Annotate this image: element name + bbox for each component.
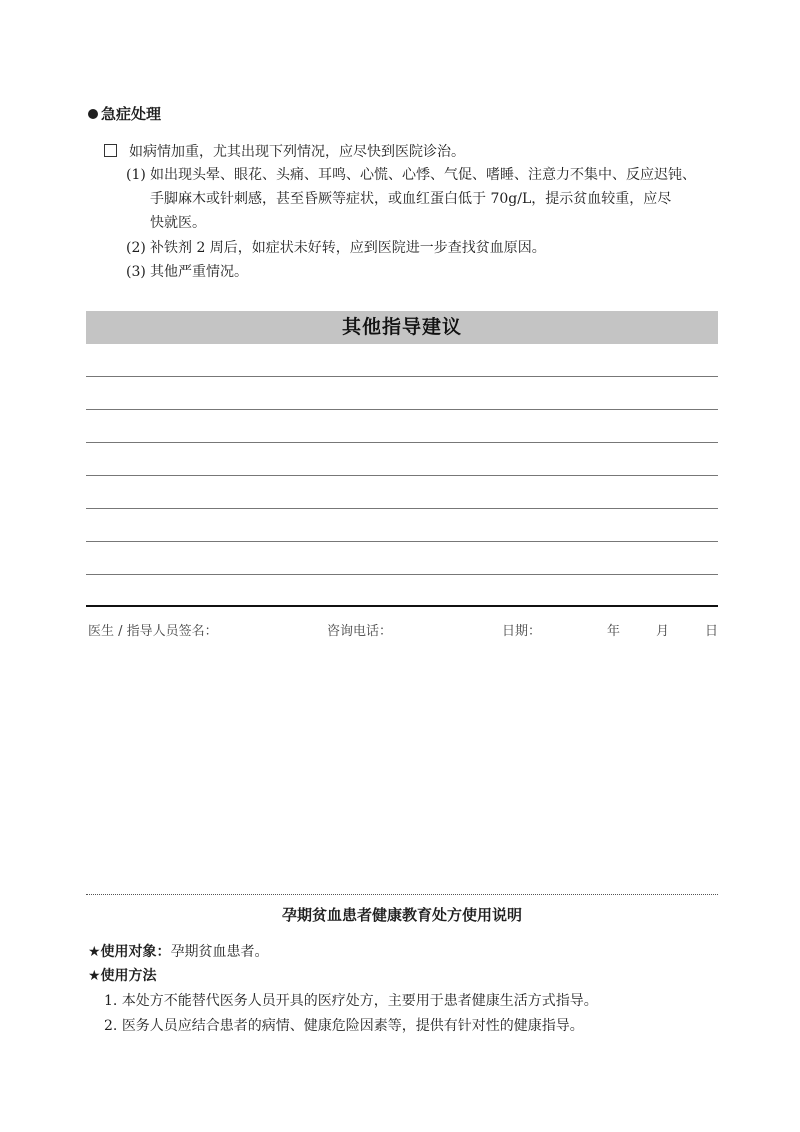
checklist-item [104,141,465,161]
method-number: 2. [104,1018,118,1034]
sub-item-text: 如出现头晕、眼花、头痛、耳鸣、心慌、心悸、气促、嗜睡、注意力不集中、反应迟钝、 [150,167,696,183]
sub-item-text: 其他严重情况。 [150,264,248,280]
sub-item-number: (2) [126,240,146,256]
sub-item-3 [126,260,720,284]
writing-line[interactable] [86,442,718,443]
signature-divider [86,605,718,607]
writing-line[interactable] [86,409,718,410]
method-label: ★使用方法 [88,968,157,984]
method-number: 1. [104,993,118,1009]
sub-item-number: (3) [126,264,146,280]
year-label: 年 [607,624,621,639]
checklist-text: 如病情加重，尤其出现下列情况，应尽快到医院诊治。 [129,144,465,160]
sub-item-1 [126,163,720,235]
writing-line[interactable] [86,376,718,377]
sub-item-2 [126,236,720,260]
method-item-1 [104,990,598,1010]
writing-line[interactable] [86,541,718,542]
day-label: 日 [705,624,719,639]
writing-line[interactable] [86,475,718,476]
dotted-divider [86,894,718,895]
sub-item-text: 补铁剂 2 周后，如症状未好转，应到医院进一步查找贫血原因。 [150,240,546,256]
date-label: 日期： [502,624,542,639]
writing-line[interactable] [86,508,718,509]
phone-label: 咨询电话： [327,624,393,639]
sub-item-number: (1) [126,167,146,183]
target-label: ★使用对象： [88,944,171,960]
checkbox-icon[interactable] [104,144,117,157]
section-heading [88,103,161,124]
heading-text: 急症处理 [101,105,162,123]
method-heading [88,965,157,985]
doctor-signature-label: 医生 / 指导人员签名： [88,624,218,639]
target-value: 孕期贫血患者。 [170,944,269,960]
method-text: 医务人员应结合患者的病情、健康危险因素等，提供有针对性的健康指导。 [121,1018,584,1034]
writing-line[interactable] [86,574,718,575]
sub-item-text-cont: 手脚麻木或针刺感，甚至昏厥等症状，或血红蛋白低于 70g/L，提示贫血较重，应尽 [150,191,672,207]
target-line [88,941,269,961]
method-text: 本处方不能替代医务人员开具的医疗处方，主要用于患者健康生活方式指导。 [121,993,598,1009]
method-item-2 [104,1015,584,1035]
notes-title: 孕期贫血患者健康教育处方使用说明 [281,906,522,924]
guidance-banner: 其他指导建议 [86,311,718,344]
sub-item-text-cont: 快就医。 [150,215,206,231]
bullet-icon [88,109,98,119]
month-label: 月 [656,624,670,639]
